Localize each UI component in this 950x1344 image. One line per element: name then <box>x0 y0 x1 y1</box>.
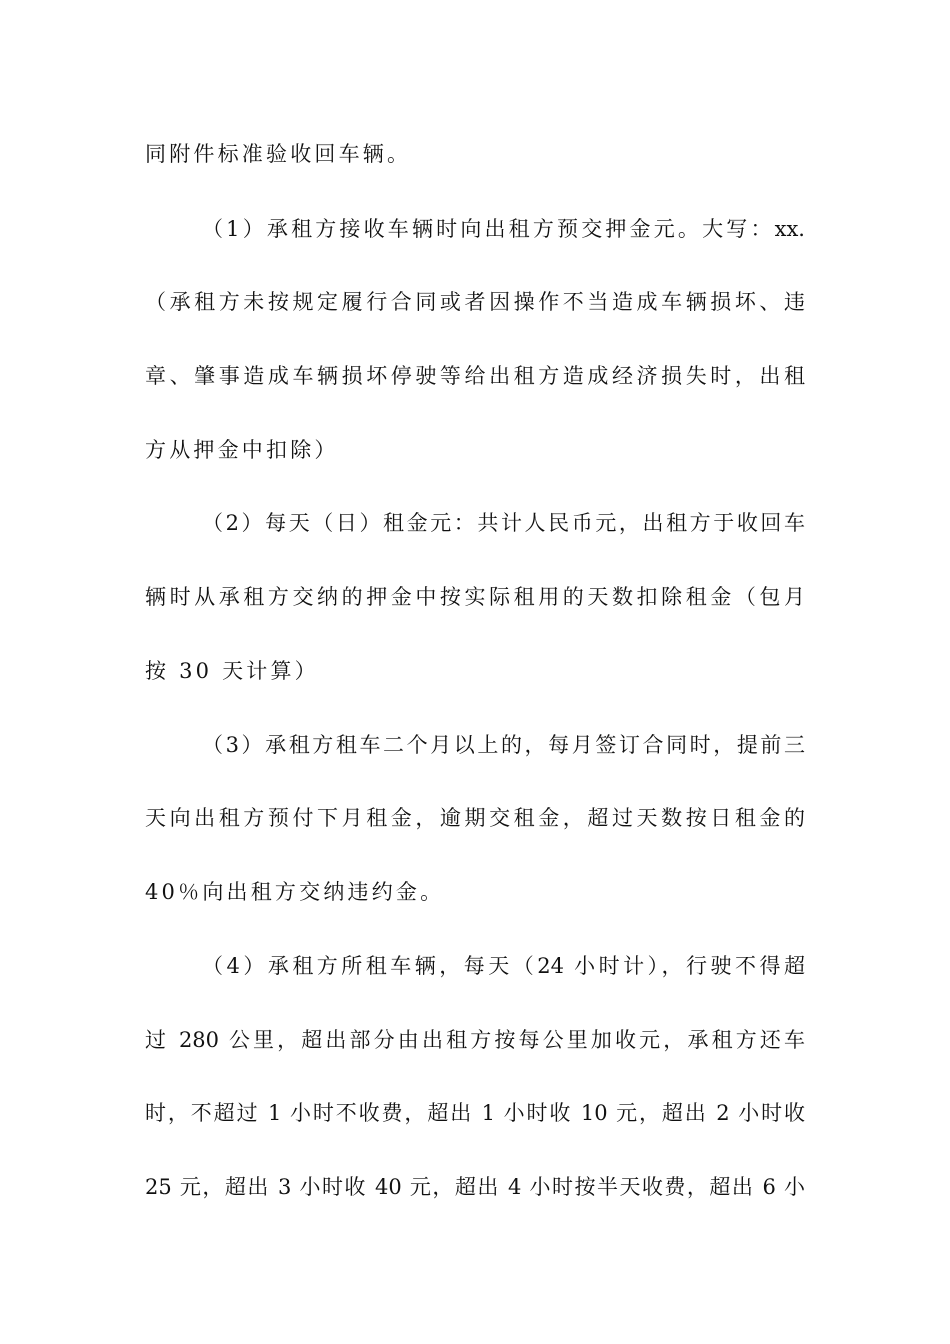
text-line: 时，不超过 1 小时不收费，超出 1 小时收 10 元，超出 2 小时收 <box>145 1101 805 1125</box>
text-line: （2）每天（日）租金元：共计人民币元，出租方于收回车 <box>202 511 805 535</box>
text-line: （4）承租方所租车辆，每天（24 小时计），行驶不得超 <box>202 954 805 978</box>
text-line: 天向出租方预付下月租金，逾期交租金，超过天数按日租金的 <box>145 806 805 830</box>
text-line: 章、肇事造成车辆损坏停驶等给出租方造成经济损失时，出租 <box>145 364 805 388</box>
text-line: 辆时从承租方交纳的押金中按实际租用的天数扣除租金（包月 <box>145 585 805 609</box>
text-line: 方从押金中扣除） <box>145 438 339 462</box>
text-line: （1）承租方接收车辆时向出租方预交押金元。大写：xx. <box>202 217 805 241</box>
text-line: 40％向出租方交纳违约金。 <box>145 880 445 904</box>
text-line: 按 30 天计算） <box>145 659 319 683</box>
text-line: 25 元，超出 3 小时收 40 元，超出 4 小时按半天收费，超出 6 小 <box>145 1175 805 1199</box>
text-line: 过 280 公里，超出部分由出租方按每公里加收元，承租方还车 <box>145 1028 805 1052</box>
text-line: （3）承租方租车二个月以上的，每月签订合同时，提前三 <box>202 733 805 757</box>
text-line: （承租方未按规定履行合同或者因操作不当造成车辆损坏、违 <box>145 290 805 314</box>
text-line: 同附件标准验收回车辆。 <box>145 142 412 166</box>
